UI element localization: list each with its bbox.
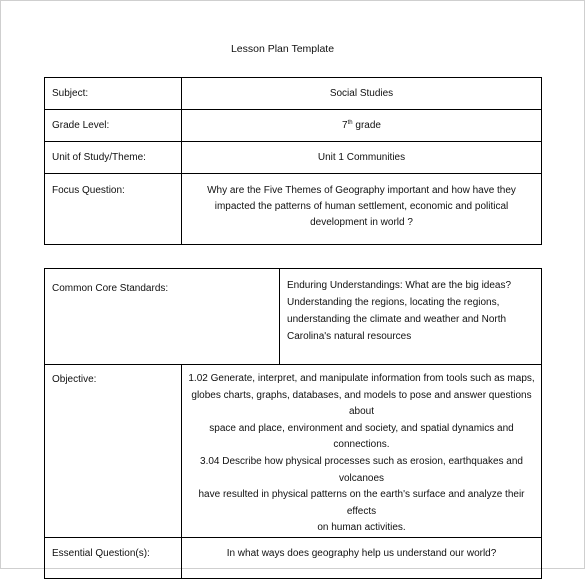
objective-label: Objective:: [45, 365, 182, 538]
unit-value: Unit 1 Communities: [182, 142, 542, 174]
enduring-line: understanding the climate and weather and North: [287, 314, 507, 325]
table-row-grade-level: [45, 110, 542, 142]
lesson-info-table: [44, 77, 542, 245]
common-core-standards-label: Common Core Standards:: [45, 269, 280, 365]
table-row-unit: [45, 142, 542, 174]
enduring-line: Carolina's natural resources: [287, 331, 412, 342]
unit-label: Unit of Study/Theme:: [45, 142, 182, 174]
focus-question-value: Why are the Five Themes of Geography important and how have they impacted the patterns of human settlement, economic and political development in world ?: [182, 174, 542, 245]
objective-line: 1.02 Generate, interpret, and manipulate information from tools such as maps,: [188, 373, 535, 384]
grade-number: 7: [342, 120, 348, 131]
table-row-subject: [45, 78, 542, 110]
document-title: Lesson Plan Template: [230, 43, 335, 55]
enduring-line: Understanding the regions, locating the regions,: [287, 297, 500, 308]
objective-line: on human activities.: [317, 522, 406, 534]
table-row-standards: [45, 269, 542, 365]
objective-line: have resulted in physical patterns on the earth's surface and analyze their effects: [198, 489, 525, 517]
objective-line: space and place, environment and society, and spatial dynamics and connections.: [209, 422, 514, 451]
table-row-objective: [45, 365, 542, 538]
table-row-essential-question: [45, 537, 542, 578]
standards-table: [44, 268, 542, 579]
grade-ordinal-suffix: th: [347, 120, 353, 126]
objective-cell: [182, 365, 542, 538]
essential-question-label: Essential Question(s):: [45, 537, 182, 578]
subject-label: Subject:: [45, 78, 182, 110]
subject-value: Social Studies: [182, 78, 542, 110]
grade-level-value: [182, 110, 542, 142]
objective-line: globes charts, graphs, databases, and models to pose and answer questions about: [191, 389, 532, 418]
enduring-understandings-cell: [280, 269, 542, 365]
enduring-line: Enduring Understandings: What are the big ideas?: [287, 280, 512, 291]
objective-line: 3.04 Describe how physical processes such as erosion, earthquakes and volcanoes: [200, 455, 523, 484]
table-row-focus-question: [45, 174, 542, 245]
focus-question-label: Focus Question:: [45, 174, 182, 245]
essential-question-value: In what ways does geography help us understand our world?: [182, 537, 542, 578]
grade-level-label: Grade Level:: [45, 110, 182, 142]
grade-word: grade: [352, 120, 381, 131]
